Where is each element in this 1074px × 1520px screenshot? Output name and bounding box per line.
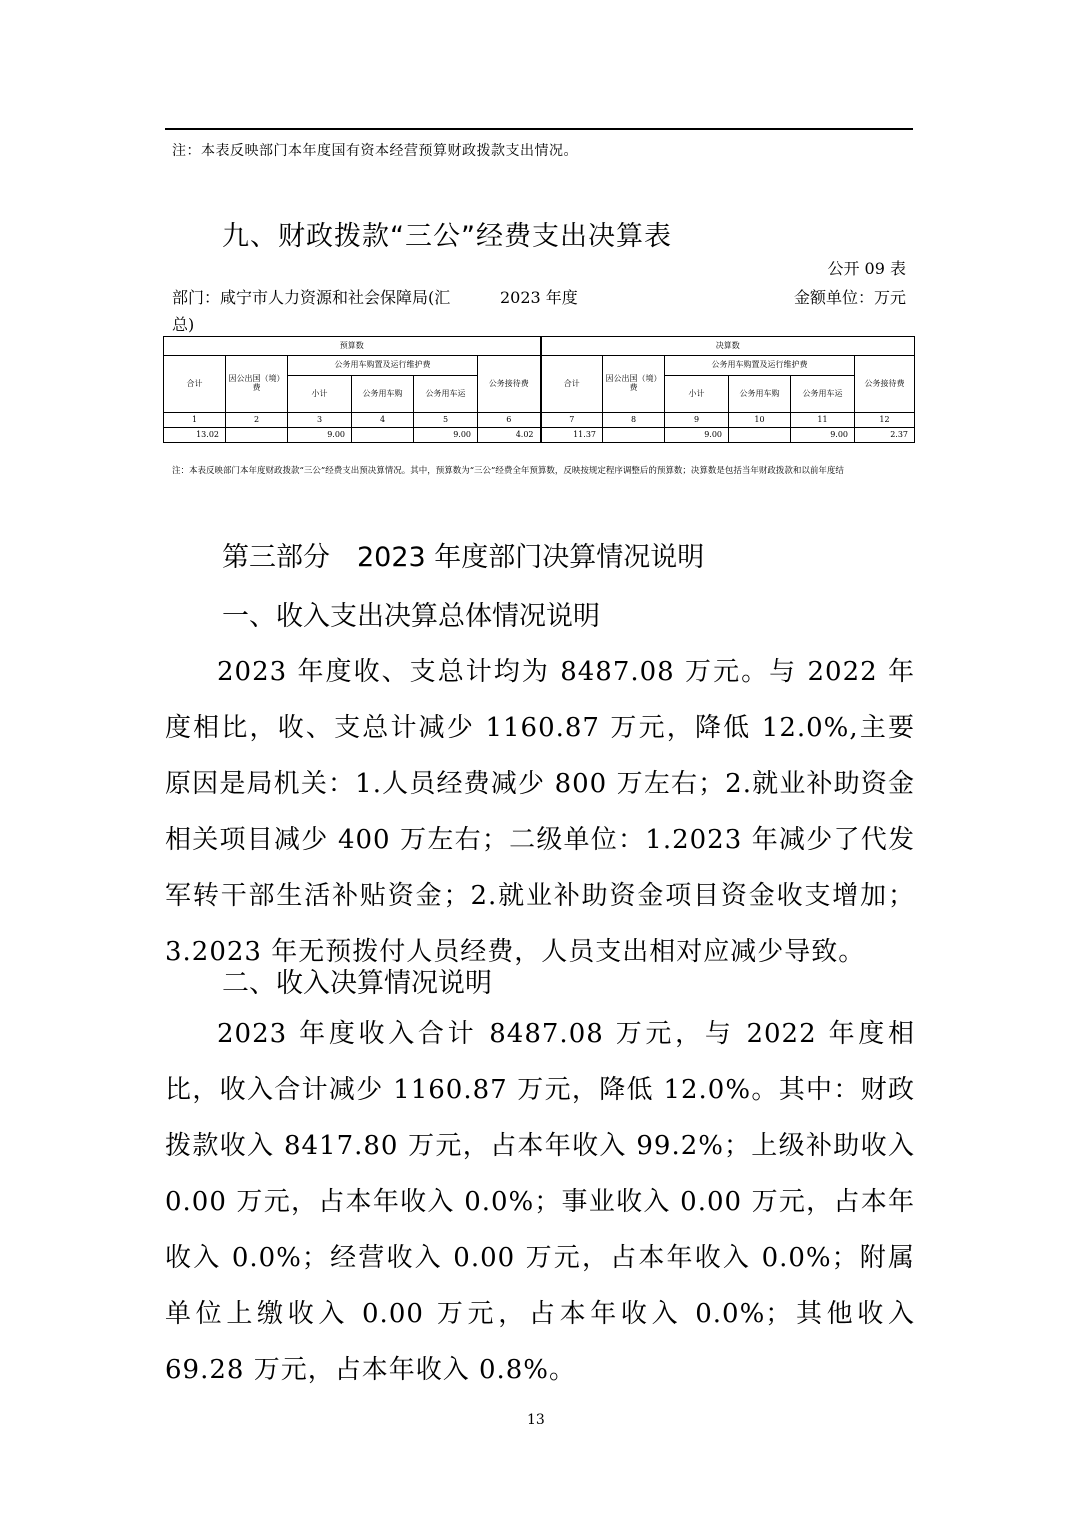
paragraph-2: 2023 年度收入合计 8487.08 万元，与 2022 年度相比，收入合计减少 1160.87 万元，降低 12.0%。其中：财政拨款收入 8417.80 万元，占本年收入 99.2%；上级补助收入 0.00 万元，占本年收入 0.0%；事业收入 0.00 万元，占本年收入 0.0%；经营收入 0.00 万元，占本年收入 0.0%；附属单位上缴收入 0.00 万元，占本年收入 0.0%；其他收入 69.28 万元，占本年收入 0.8%。 bbox=[165, 1019, 915, 1385]
actual-purchase-header: 公务用车购 bbox=[729, 376, 791, 413]
value-cell: 11.37 bbox=[541, 428, 603, 443]
actual-total-header: 合计 bbox=[541, 356, 603, 413]
paragraph-1: 2023 年度收、支总计均为 8487.08 万元。与 2022 年度相比，收、支总计减少 1160.87 万元，降低 12.0%,主要原因是局机关：1.人员经费减少 800 万左右；2.就业补助资金相关项目减少 400 万左右；二级单位：1.2023 年减少了代发军转干部生活补贴资金；2.就业补助资金项目资金收支增加；3.2023 年无预拨付人员经费，人员支出相对应减少导致。 bbox=[165, 657, 915, 967]
three-public-expense-table bbox=[163, 336, 915, 443]
budget-subtotal-header: 小计 bbox=[288, 376, 352, 413]
year-label: 2023 年度 bbox=[500, 288, 578, 307]
budget-reception-header: 公务接待费 bbox=[478, 356, 541, 413]
budget-abroad-header: 因公出国（境）费 bbox=[226, 356, 288, 413]
actual-vehicle-group-header: 公务用车购置及运行维护费 bbox=[665, 356, 855, 376]
page-number: 13 bbox=[527, 1412, 545, 1428]
header-row-2 bbox=[164, 356, 915, 376]
value-cell: 9.00 bbox=[665, 428, 729, 443]
value-cell bbox=[603, 428, 665, 443]
index-cell: 3 bbox=[288, 413, 352, 428]
table-note: 注：本表反映部门本年度财政拨款“三公”经费支出预决算情况。其中，预算数为“三公”经费全年预算数，反映按规定程序调整后的预算数；决算数是包括当年财政拨款和以前年度结 bbox=[172, 466, 844, 476]
value-cell: 2.37 bbox=[855, 428, 915, 443]
actual-running-header: 公务用车运 bbox=[791, 376, 855, 413]
value-cell: 4.02 bbox=[478, 428, 541, 443]
value-cell: 9.00 bbox=[288, 428, 352, 443]
actual-subtotal-header: 小计 bbox=[665, 376, 729, 413]
budget-total-header: 合计 bbox=[164, 356, 226, 413]
index-cell: 2 bbox=[226, 413, 288, 428]
budget-running-header: 公务用车运 bbox=[414, 376, 478, 413]
index-cell: 4 bbox=[352, 413, 414, 428]
value-cell bbox=[729, 428, 791, 443]
value-row bbox=[164, 428, 915, 443]
budget-purchase-header: 公务用车购 bbox=[352, 376, 414, 413]
part3-heading: 第三部分 2023 年度部门决算情况说明 bbox=[222, 542, 705, 573]
actual-reception-header: 公务接待费 bbox=[855, 356, 915, 413]
index-row bbox=[164, 413, 915, 428]
value-cell: 9.00 bbox=[414, 428, 478, 443]
index-cell: 8 bbox=[603, 413, 665, 428]
value-cell: 13.02 bbox=[164, 428, 226, 443]
index-cell: 11 bbox=[791, 413, 855, 428]
index-cell: 6 bbox=[478, 413, 541, 428]
unit-label: 金额单位：万元 bbox=[793, 288, 906, 307]
index-cell: 10 bbox=[729, 413, 791, 428]
top-note: 注：本表反映部门本年度国有资本经营预算财政拨款支出情况。 bbox=[172, 143, 578, 159]
top-rule bbox=[165, 128, 913, 130]
actual-abroad-header: 因公出国（境）费 bbox=[603, 356, 665, 413]
index-cell: 7 bbox=[541, 413, 603, 428]
department-label: 部门：咸宁市人力资源和社会保障局(汇总) bbox=[172, 288, 451, 334]
budget-header: 预算数 bbox=[164, 337, 541, 356]
subsection-2-heading: 二、收入决算情况说明 bbox=[222, 968, 492, 999]
index-cell: 1 bbox=[164, 413, 226, 428]
value-cell bbox=[352, 428, 414, 443]
section-title: 九、财政拨款“三公”经费支出决算表 bbox=[222, 221, 672, 252]
table-code: 公开 09 表 bbox=[827, 259, 906, 278]
subsection-1-heading: 一、收入支出决算总体情况说明 bbox=[222, 601, 600, 632]
index-cell: 9 bbox=[665, 413, 729, 428]
value-cell: 9.00 bbox=[791, 428, 855, 443]
header-row-1 bbox=[164, 337, 915, 356]
value-cell bbox=[226, 428, 288, 443]
actual-header: 决算数 bbox=[541, 337, 915, 356]
budget-vehicle-group-header: 公务用车购置及运行维护费 bbox=[288, 356, 478, 376]
index-cell: 5 bbox=[414, 413, 478, 428]
index-cell: 12 bbox=[855, 413, 915, 428]
